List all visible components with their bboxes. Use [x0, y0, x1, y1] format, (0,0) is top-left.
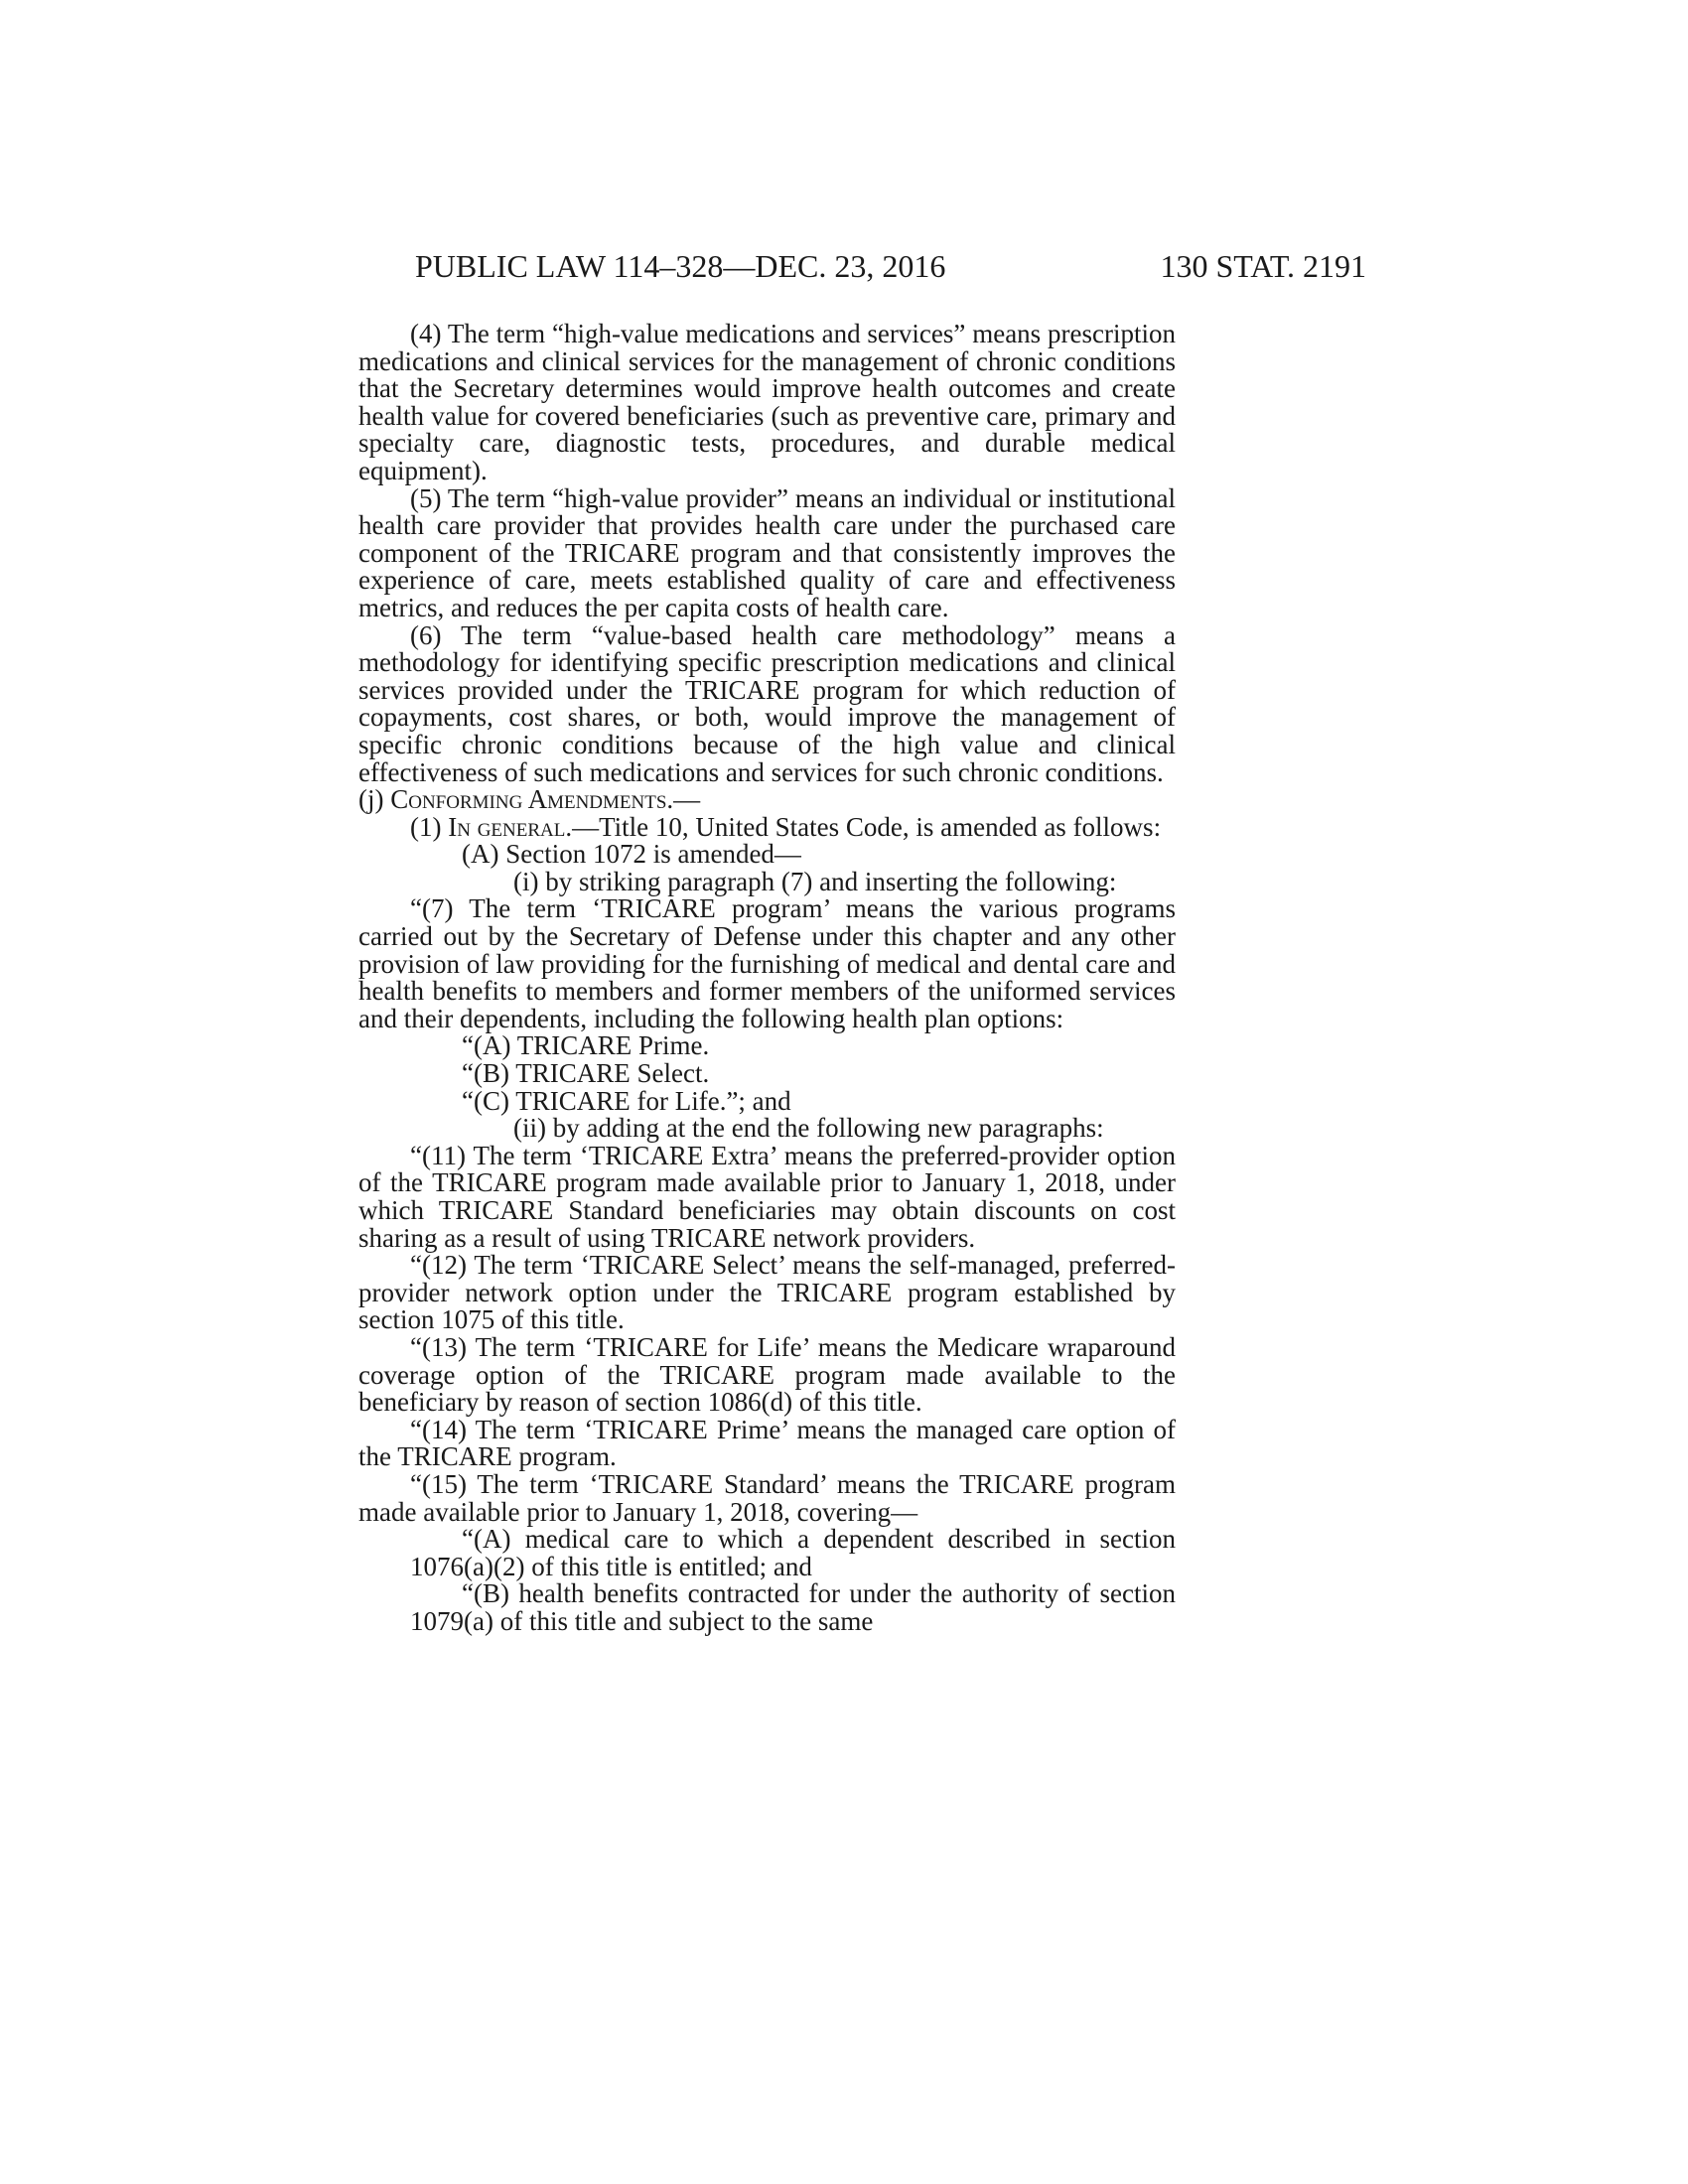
quoted-paragraph-15: “(15) The term ‘TRICARE Standard’ means the TRICARE program made available prior to January 1, 2018, covering—: [358, 1468, 1176, 1527]
quoted-15-A: “(A) medical care to which a dependent described in section 1076(a)(2) of this title is entitled; and: [410, 1524, 1176, 1581]
quoted-paragraph-12: “(12) The term ‘TRICARE Select’ means the self-managed, preferred-provider network option under the TRICARE program established by section 1075 of this title.: [358, 1250, 1176, 1335]
clause-ii: (ii) by adding at the end the following new paragraphs:: [513, 1113, 1104, 1144]
clause-i: (i) by striking paragraph (7) and inserting the following:: [513, 866, 1117, 896]
subsection-j-heading: [358, 786, 1176, 814]
subsection-j-label: (j): [358, 784, 384, 815]
quoted-7-A: “(A) TRICARE Prime.: [462, 1030, 710, 1061]
quoted-7-C: “(C) TRICARE for Life.”; and: [462, 1085, 791, 1116]
paragraph-5: (5) The term “high-value provider” means an individual or institutional health care provider that provides health care under the purchased care component of the TRICARE program and that consistently improves the experience of care, meets established quality of care and effectiveness metrics, and reduces the per capita costs of health care.: [358, 482, 1176, 622]
subparagraph-A: (A) Section 1072 is amended—: [462, 839, 801, 870]
quoted-paragraph-11: “(11) The term ‘TRICARE Extra’ means the preferred-provider option of the TRICARE program made available prior to January 1, 2018, under which TRICARE Standard beneficiaries may obtain discounts on cost sharing as a result of using TRICARE network providers.: [358, 1140, 1176, 1253]
paragraph-j-1-text: —Title 10, United States Code, is amended as follows:: [572, 811, 1162, 842]
paragraph-4: (4) The term “high-value medications and services” means prescription medications and clinical services for the management of chronic conditions that the Secretary determines would improve health outcomes and create health value for covered beneficiaries (such as preventive care, primary and specialty care, diagnostic tests, procedures, and durable medical equipment).: [358, 319, 1176, 485]
quoted-15-B: “(B) health benefits contracted for under the authority of section 1079(a) of this title and subject to the same: [410, 1578, 1176, 1636]
quoted-7-B: “(B) TRICARE Select.: [462, 1058, 710, 1089]
running-head: [0, 246, 1688, 286]
running-head-title: PUBLIC LAW 114–328—DEC. 23, 2016: [415, 248, 946, 284]
paragraph-j-1-label: (1): [410, 811, 442, 842]
paragraph-j-1-heading: In general.: [448, 811, 573, 842]
body-text: [358, 321, 1176, 1636]
subsection-j-title: Conforming Amendments.: [390, 784, 674, 815]
subsection-j-dash: —: [673, 784, 701, 815]
quoted-paragraph-14: “(14) The term ‘TRICARE Prime’ means the managed care option of the TRICARE program.: [358, 1414, 1176, 1472]
quoted-paragraph-7: “(7) The term ‘TRICARE program’ means the various programs carried out by the Secretary of Defense under this chapter and any other provision of law providing for the furnishing of medical and dental care and health benefits to members and former members of the uniformed services and their dependents, including the following health plan options:: [358, 893, 1176, 1033]
paragraph-j-1: [358, 811, 1176, 842]
quoted-paragraph-13: “(13) The term ‘TRICARE for Life’ means the Medicare wraparound coverage option of the TRICARE program made available to the beneficiary by reason of section 1086(d) of this title.: [358, 1331, 1176, 1418]
page-number: 130 STAT. 2191: [1160, 248, 1366, 284]
paragraph-6: (6) The term “value-based health care methodology” means a methodology for identifying specific prescription medications and clinical services provided under the TRICARE program for which reduction of copayments, cost shares, or both, would improve the management of specific chronic conditions because of the high value and clinical effectiveness of such medications and services for such chronic conditions.: [358, 619, 1176, 787]
